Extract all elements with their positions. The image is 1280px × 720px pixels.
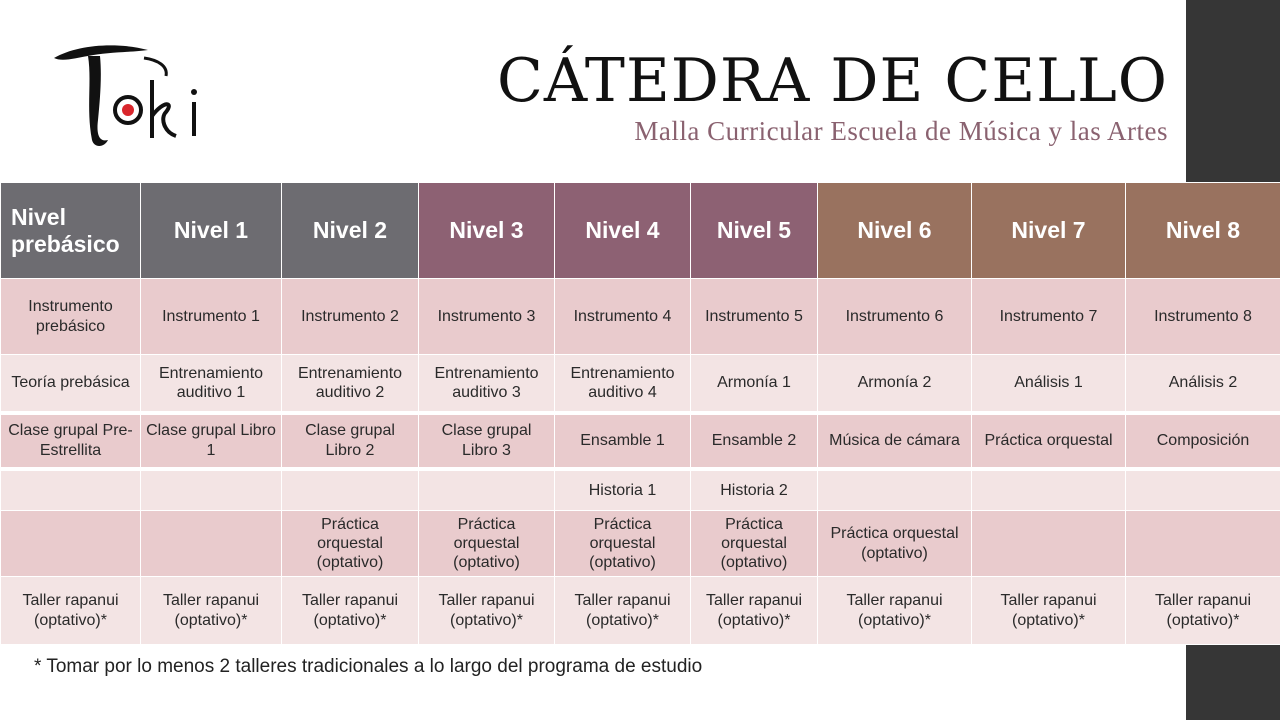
subject-cell: Armonía 2	[818, 355, 972, 413]
subject-cell: Clase grupal Pre- Estrellita	[1, 413, 141, 469]
level-header: Nivel 5	[691, 183, 818, 279]
table-row	[1, 355, 1280, 413]
level-header: Nivel 8	[1126, 183, 1280, 279]
table-row	[1, 469, 1280, 511]
subject-cell: Instrumento 7	[972, 279, 1126, 355]
subject-cell: Instrumento prebásico	[1, 279, 141, 355]
subject-cell: Análisis 2	[1126, 355, 1280, 413]
subject-cell: Música de cámara	[818, 413, 972, 469]
table-row	[1, 413, 1280, 469]
subject-cell: Historia 1	[555, 469, 691, 511]
subject-cell	[1126, 511, 1280, 577]
subject-cell: Instrumento 5	[691, 279, 818, 355]
subject-cell	[972, 469, 1126, 511]
subject-cell: Taller rapanui (optativo)*	[1, 577, 141, 645]
subject-cell: Análisis 1	[972, 355, 1126, 413]
subject-cell: Taller rapanui (optativo)*	[1126, 577, 1280, 645]
subject-cell: Taller rapanui (optativo)*	[691, 577, 818, 645]
subject-cell: Clase grupal Libro 1	[141, 413, 282, 469]
level-header: Nivel 3	[419, 183, 555, 279]
subject-cell	[1, 511, 141, 577]
subject-cell: Instrumento 2	[282, 279, 419, 355]
subject-cell: Taller rapanui (optativo)*	[141, 577, 282, 645]
level-header: Nivel prebásico	[1, 183, 141, 279]
subject-cell	[972, 511, 1126, 577]
subject-cell: Instrumento 3	[419, 279, 555, 355]
subject-cell	[1126, 469, 1280, 511]
page-title: CÁTEDRA DE CELLO	[496, 46, 1168, 116]
level-header-row	[1, 183, 1280, 279]
table-row	[1, 511, 1280, 577]
subject-cell: Taller rapanui (optativo)*	[818, 577, 972, 645]
footnote: * Tomar por lo menos 2 talleres tradicionales a lo largo del programa de estudio	[34, 656, 703, 677]
subject-cell: Instrumento 1	[141, 279, 282, 355]
curriculum-table	[0, 182, 1280, 645]
subject-cell	[141, 511, 282, 577]
subject-cell: Historia 2	[691, 469, 818, 511]
subject-cell: Entrenamiento auditivo 4	[555, 355, 691, 413]
page-subtitle: Malla Curricular Escuela de Música y las Artes	[634, 116, 1168, 146]
subject-cell: Práctica orquestal (optativo)	[419, 511, 555, 577]
level-header: Nivel 6	[818, 183, 972, 279]
subject-cell: Taller rapanui (optativo)*	[419, 577, 555, 645]
table-row	[1, 279, 1280, 355]
subject-cell: Práctica orquestal (optativo)	[818, 511, 972, 577]
level-header: Nivel 7	[972, 183, 1126, 279]
subject-cell	[419, 469, 555, 511]
subject-cell: Taller rapanui (optativo)*	[555, 577, 691, 645]
subject-cell	[141, 469, 282, 511]
subject-cell: Armonía 1	[691, 355, 818, 413]
subject-cell: Instrumento 6	[818, 279, 972, 355]
subject-cell	[282, 469, 419, 511]
toki-logo	[48, 40, 228, 158]
subject-cell: Composición	[1126, 413, 1280, 469]
subject-cell: Taller rapanui (optativo)*	[282, 577, 419, 645]
subject-cell: Ensamble 2	[691, 413, 818, 469]
level-header: Nivel 2	[282, 183, 419, 279]
subject-cell: Clase grupal Libro 3	[419, 413, 555, 469]
subject-cell: Práctica orquestal (optativo)	[555, 511, 691, 577]
subject-cell: Instrumento 8	[1126, 279, 1280, 355]
subject-cell: Práctica orquestal	[972, 413, 1126, 469]
level-header: Nivel 4	[555, 183, 691, 279]
subject-cell	[1, 469, 141, 511]
subject-cell: Entrenamiento auditivo 3	[419, 355, 555, 413]
subject-cell: Entrenamiento auditivo 1	[141, 355, 282, 413]
subject-cell: Clase grupal Libro 2	[282, 413, 419, 469]
subject-cell: Ensamble 1	[555, 413, 691, 469]
subject-cell	[818, 469, 972, 511]
subject-cell: Instrumento 4	[555, 279, 691, 355]
subject-cell: Teoría prebásica	[1, 355, 141, 413]
subject-cell: Práctica orquestal (optativo)	[282, 511, 419, 577]
subject-cell: Entrenamiento auditivo 2	[282, 355, 419, 413]
subject-cell: Práctica orquestal (optativo)	[691, 511, 818, 577]
table-row	[1, 577, 1280, 645]
subject-cell: Taller rapanui (optativo)*	[972, 577, 1126, 645]
level-header: Nivel 1	[141, 183, 282, 279]
